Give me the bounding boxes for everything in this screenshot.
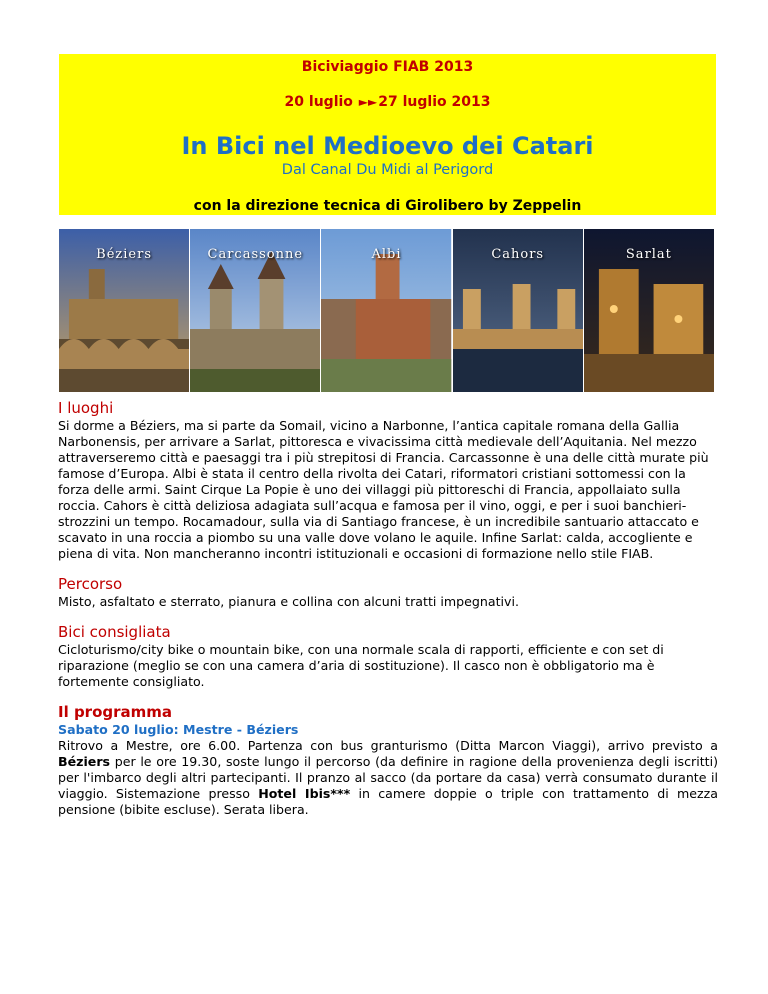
city-photo-strip [59, 229, 714, 392]
date-from: 20 luglio [284, 94, 353, 110]
day-text-part: per le ore 19.30, soste lungo il percorso (da definire in ragione della provenienza degli iscritti) per l'imbarco degli altri partecipanti. Il pranzo al sacco (da portare da casa) verrà consumato durante il viaggio. Sistemazione presso [58, 754, 718, 801]
day-text-bold: Hotel Ibis*** [258, 786, 351, 801]
day-text-part: in camere doppie o triple con trattamento di mezza pensione (bibite escluse). Serata libera. [58, 786, 718, 817]
day-description [58, 738, 718, 818]
event-dates [59, 94, 716, 110]
photo-sarlat [584, 229, 714, 392]
header-banner [59, 54, 716, 215]
day-title: Sabato 20 luglio: Mestre - Béziers [58, 722, 299, 737]
photo-beziers [59, 229, 190, 392]
section-text-percorso: Misto, asfaltato e sterrato, pianura e collina con alcuni tratti impegnativi. [58, 594, 519, 609]
section-text-bici: Cicloturismo/city bike o mountain bike, con una normale scala di rapporti, efficiente e con set di riparazione (meglio se con una camera d’aria di sostituzione). Il casco non è obbligatorio ma è fortemente consigliato. [58, 642, 664, 689]
photo-albi [321, 229, 452, 392]
section-heading-luoghi: I luoghi [58, 399, 114, 417]
photo-caption: Sarlat [625, 247, 672, 262]
photo-caption: Cahors [491, 247, 545, 262]
day-text-bold: Béziers [58, 754, 111, 769]
section-heading-percorso: Percorso [58, 575, 123, 593]
section-heading-programma: Il programma [58, 703, 173, 721]
event-label: Biciviaggio FIAB 2013 [301, 59, 474, 75]
photo-caption: Carcassonne [207, 247, 304, 262]
photo-cahors [453, 229, 584, 392]
day-text-part: Ritrovo a Mestre, ore 6.00. Partenza con bus granturismo (Ditta Marcon Viaggi), arrivo previsto a [58, 738, 718, 753]
section-heading-bici: Bici consigliata [58, 623, 171, 641]
photo-carcassonne [190, 229, 321, 392]
technical-direction: con la direzione tecnica di Girolibero by Zeppelin [193, 198, 582, 214]
photo-caption: Albi [371, 247, 402, 262]
photo-caption: Béziers [96, 247, 153, 262]
main-content [58, 398, 718, 818]
fast-forward-icon: ►► [358, 95, 378, 109]
date-to: 27 luglio 2013 [378, 94, 491, 110]
page-subtitle: Dal Canal Du Midi al Perigord [281, 162, 494, 178]
section-text-luoghi: Si dorme a Béziers, ma si parte da Somail, vicino a Narbonne, l’antica capitale romana della Gallia Narbonensis, per arrivare a Sarlat, pittoresca e vivacissima città medievale dell’Aquitania. Nel mezzo attraverseremo città e paesaggi tra i più strepitosi di Francia. Carcassonne è una delle città murate più famose d’Europa. Albi è stata il centro della rivolta dei Catari, riformatori cristiani sottomessi con la forza delle armi. Saint Cirque La Popie è uno dei villaggi più pittoreschi di Francia, appollaiato sulla roccia. Cahors è città deliziosa adagiata sull’acqua e famosa per il vino, oggi, e per i suoi banchieri-strozzini un tempo. Rocamadour, sulla via di Santiago francese, è un incredibile santuario attaccato e scavato in una roccia a piombo su una valle dove volano le aquile. Infine Sarlat: calda, accogliente e piena di vita. Non mancheranno incontri istituzionali e occasioni di formazione nello stile FIAB. [58, 418, 709, 561]
page-title: In Bici nel Medioevo dei Catari [181, 132, 594, 160]
